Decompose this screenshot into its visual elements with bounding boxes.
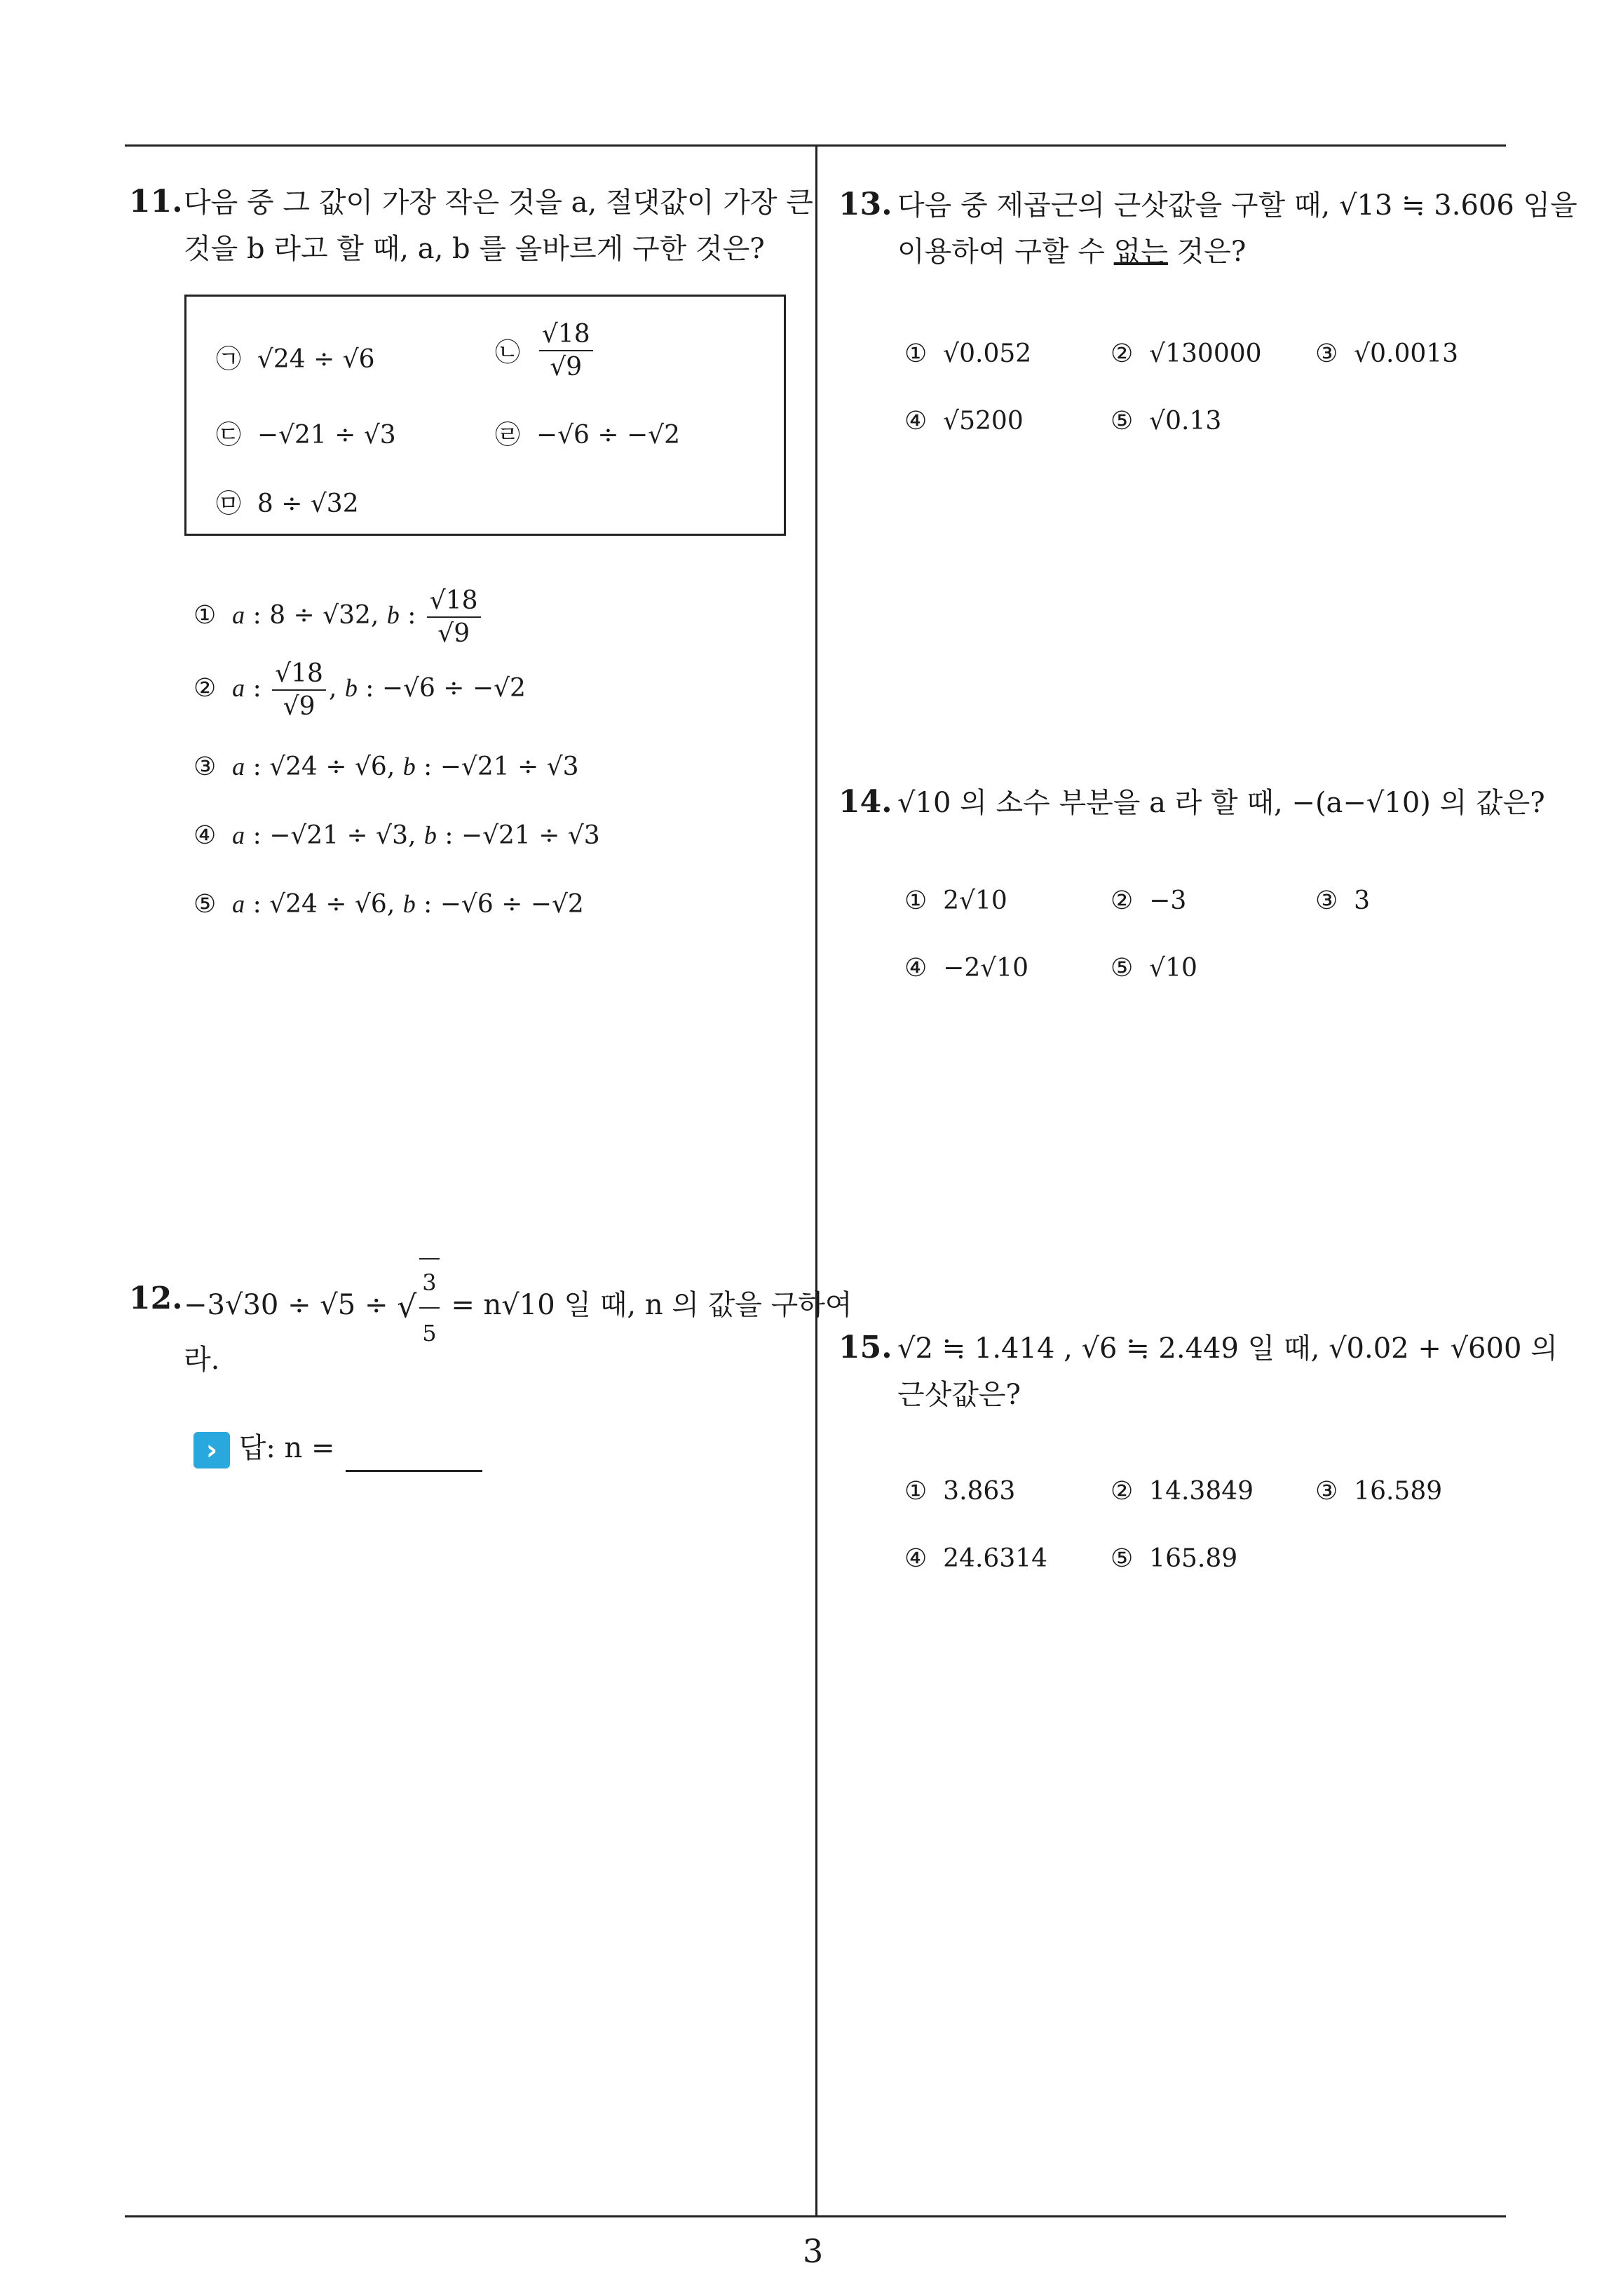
option-a-fraction xyxy=(272,659,326,721)
option-value: √5200 xyxy=(943,407,1024,435)
column-divider xyxy=(815,145,817,2216)
item-expression: √24 ÷ √6 xyxy=(257,345,375,374)
option-2[interactable] xyxy=(1111,339,1262,368)
option-marker: ④ xyxy=(193,821,217,850)
option-1[interactable]: ① a : 8 ÷ √32, b : $\frac{√18}{√9}$ xyxy=(193,586,484,648)
question-text-line1: −3√30 ÷ √5 ÷ √ $\frac{3}{5}$ = n√10 일 때, n 의 값을 구하여 xyxy=(184,1258,853,1356)
option-value: 2√10 xyxy=(943,886,1007,915)
option-2[interactable] xyxy=(1111,886,1186,915)
fraction-numerator: √18 xyxy=(427,586,481,618)
item-marker: ㉤ xyxy=(216,489,242,518)
option-b-value: −√21 ÷ √3 xyxy=(461,821,600,850)
option-b-value: −√6 ÷ −√2 xyxy=(440,890,584,919)
text-segment: 것은? xyxy=(1176,236,1247,268)
question-number: 15. xyxy=(838,1330,892,1365)
option-a-value: √24 ÷ √6 xyxy=(269,890,387,919)
fraction-denominator: √9 xyxy=(550,353,583,381)
item-expression: 8 ÷ √32 xyxy=(257,489,359,518)
option-5[interactable] xyxy=(1111,1544,1237,1573)
question-text-line2: 라. xyxy=(184,1344,220,1376)
option-marker: ① xyxy=(904,886,928,915)
question-number: 13. xyxy=(838,187,892,222)
chevron-right-icon: › xyxy=(193,1432,230,1468)
question-text-line1: 다음 중 제곱근의 근삿값을 구할 때, √13 ≒ 3.606 임을 xyxy=(897,189,1577,222)
option-5[interactable] xyxy=(1111,407,1221,435)
item-marker: ㉢ xyxy=(216,421,242,450)
option-marker: ⑤ xyxy=(193,890,217,919)
item-expression: −√6 ÷ −√2 xyxy=(536,421,680,450)
option-a-value: 8 ÷ √32 xyxy=(269,601,371,630)
item-expression: −√21 ÷ √3 xyxy=(257,421,396,450)
option-marker: ① xyxy=(193,601,217,630)
fraction-numerator: √18 xyxy=(539,320,593,351)
question-number: 12. xyxy=(129,1281,183,1316)
option-3[interactable] xyxy=(1315,886,1370,915)
option-marker: ⑤ xyxy=(1111,407,1134,435)
question-number: 11. xyxy=(129,184,183,220)
option-value: −3 xyxy=(1149,886,1187,915)
box-item-2 xyxy=(495,320,596,381)
option-marker: ⑤ xyxy=(1111,1544,1134,1573)
question-text-line2 xyxy=(897,229,1246,275)
option-marker: ⑤ xyxy=(1111,954,1134,982)
option-value: 165.89 xyxy=(1149,1544,1238,1573)
option-value: 24.6314 xyxy=(943,1544,1048,1573)
option-marker: ③ xyxy=(1315,886,1338,915)
option-value: √130000 xyxy=(1149,339,1262,368)
question-text-line1: 다음 중 그 값이 가장 작은 것을 a, 절댓값이 가장 큰 xyxy=(184,187,813,219)
option-marker: ④ xyxy=(904,407,928,435)
question-text-tail: = n√10 일 때, n 의 값을 구하여 xyxy=(451,1289,853,1321)
text-segment: 이용하여 구할 수 xyxy=(897,236,1105,268)
option-1[interactable] xyxy=(904,1477,1015,1506)
question-text-line1: √2 ≒ 1.414 , √6 ≒ 2.449 일 때, √0.02 + √600 의 xyxy=(897,1332,1558,1365)
option-b-value: −√21 ÷ √3 xyxy=(440,752,579,781)
option-2[interactable]: ② a : $\frac{√18}{√9}$ , b : −√6 ÷ −√2 xyxy=(193,659,526,721)
option-marker: ③ xyxy=(1315,339,1338,368)
answer-field xyxy=(193,1425,335,1471)
item-marker: ㉡ xyxy=(495,338,521,367)
answer-blank[interactable] xyxy=(346,1470,482,1472)
option-3[interactable] xyxy=(1315,339,1458,368)
option-value: √0.052 xyxy=(943,339,1032,368)
question-text-line2: 것을 b 라고 할 때, a, b 를 올바르게 구한 것은? xyxy=(184,233,765,265)
option-value: 3 xyxy=(1354,886,1371,915)
fraction-numerator: √18 xyxy=(272,659,326,691)
bottom-rule xyxy=(125,2215,1506,2217)
box-item-4 xyxy=(495,415,680,451)
option-marker: ② xyxy=(193,674,217,703)
option-b-fraction xyxy=(427,586,481,648)
option-a-value: √24 ÷ √6 xyxy=(269,752,387,781)
option-5[interactable]: ⑤ a : √24 ÷ √6, b : −√6 ÷ −√2 xyxy=(193,890,584,919)
fraction-denominator: √9 xyxy=(437,619,470,648)
question-number: 14. xyxy=(838,784,892,820)
option-marker: ① xyxy=(904,339,928,368)
option-1[interactable] xyxy=(904,886,1007,915)
option-4[interactable]: ④ a : −√21 ÷ √3, b : −√21 ÷ √3 xyxy=(193,821,600,850)
option-value: 14.3849 xyxy=(1149,1477,1254,1506)
item-marker: ㉠ xyxy=(216,345,242,374)
option-value: √0.13 xyxy=(1149,407,1222,435)
option-2[interactable] xyxy=(1111,1477,1254,1506)
option-value: 3.863 xyxy=(943,1477,1016,1506)
option-marker: ③ xyxy=(193,752,217,781)
option-b-value: −√6 ÷ −√2 xyxy=(381,674,526,703)
option-value: √0.0013 xyxy=(1354,339,1459,368)
page-number: 3 xyxy=(803,2232,824,2270)
option-3[interactable]: ③ a : √24 ÷ √6, b : −√21 ÷ √3 xyxy=(193,752,579,781)
answer-label: 답: n = xyxy=(238,1432,335,1464)
box-item-1 xyxy=(216,339,375,375)
option-marker: ② xyxy=(1111,339,1134,368)
option-a-value: −√21 ÷ √3 xyxy=(269,821,408,850)
fraction-denominator: √9 xyxy=(283,692,315,721)
option-1[interactable] xyxy=(904,339,1031,368)
option-5[interactable] xyxy=(1111,954,1197,982)
question-text-line2: 근삿값은? xyxy=(897,1379,1021,1411)
option-4[interactable] xyxy=(904,407,1024,435)
option-marker: ② xyxy=(1111,886,1134,915)
option-marker: ④ xyxy=(904,954,928,982)
option-marker: ③ xyxy=(1315,1477,1338,1506)
option-value: √10 xyxy=(1149,954,1197,982)
option-marker: ④ xyxy=(904,1544,928,1573)
option-4[interactable] xyxy=(904,1544,1047,1573)
box-item-5 xyxy=(216,484,359,520)
emphasis-underlined: 없는 xyxy=(1113,236,1168,268)
item-marker: ㉣ xyxy=(495,421,521,450)
option-4[interactable] xyxy=(904,954,1028,982)
option-value: −2√10 xyxy=(943,954,1028,982)
option-marker: ② xyxy=(1111,1477,1134,1506)
box-item-3 xyxy=(216,415,396,451)
option-3[interactable] xyxy=(1315,1477,1442,1506)
option-marker: ① xyxy=(904,1477,928,1506)
option-value: 16.589 xyxy=(1354,1477,1443,1506)
item-fraction xyxy=(539,320,593,381)
question-text-line1: √10 의 소수 부분을 a 라 할 때, −(a−√10) 의 값은? xyxy=(897,787,1545,819)
